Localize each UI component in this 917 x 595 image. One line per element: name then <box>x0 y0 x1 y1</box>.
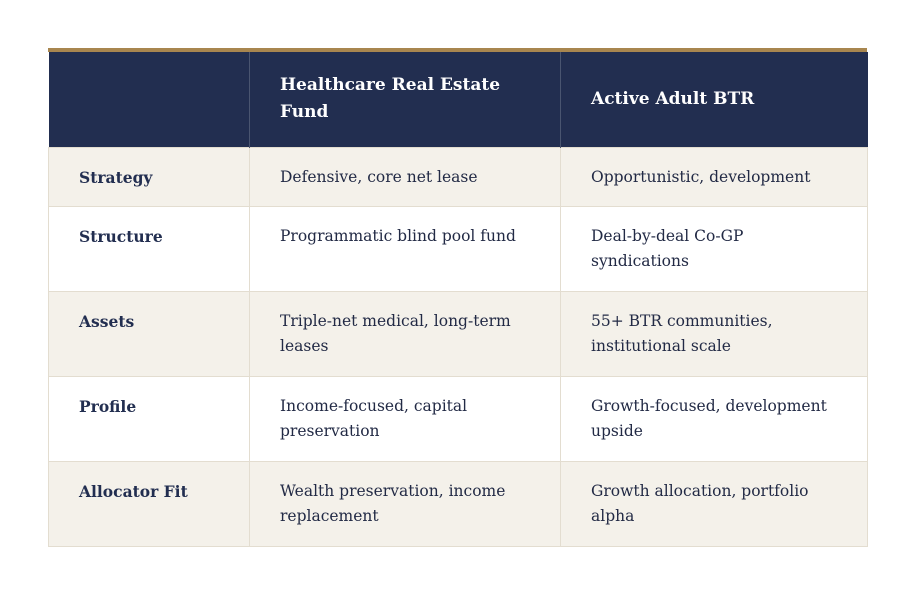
table-cell: Opportunistic, development <box>561 147 868 206</box>
table-cell: Income-focused, capital preservation <box>250 376 561 461</box>
row-label: Structure <box>49 206 250 291</box>
table-cell: Growth-focused, development upside <box>561 376 868 461</box>
table-cell: Wealth preservation, income replacement <box>250 461 561 546</box>
table-row <box>49 291 868 376</box>
table-cell: Deal-by-deal Co-GP syndications <box>561 206 868 291</box>
row-label: Allocator Fit <box>49 461 250 546</box>
row-label: Strategy <box>49 147 250 206</box>
table-cell: 55+ BTR communities, institutional scale <box>561 291 868 376</box>
table-cell: Defensive, core net lease <box>250 147 561 206</box>
comparison-table-container <box>48 48 867 547</box>
table-row <box>49 147 868 206</box>
header-cell-healthcare-fund: Healthcare Real Estate Fund <box>250 52 561 147</box>
table-cell: Growth allocation, portfolio alpha <box>561 461 868 546</box>
table-cell: Triple-net medical, long-term leases <box>250 291 561 376</box>
header-cell-active-adult-btr: Active Adult BTR <box>561 52 868 147</box>
header-cell-empty <box>49 52 250 147</box>
table-row <box>49 461 868 546</box>
comparison-table <box>48 52 868 547</box>
row-label: Profile <box>49 376 250 461</box>
header-row <box>49 52 868 147</box>
table-row <box>49 206 868 291</box>
table-cell: Programmatic blind pool fund <box>250 206 561 291</box>
row-label: Assets <box>49 291 250 376</box>
table-row <box>49 376 868 461</box>
